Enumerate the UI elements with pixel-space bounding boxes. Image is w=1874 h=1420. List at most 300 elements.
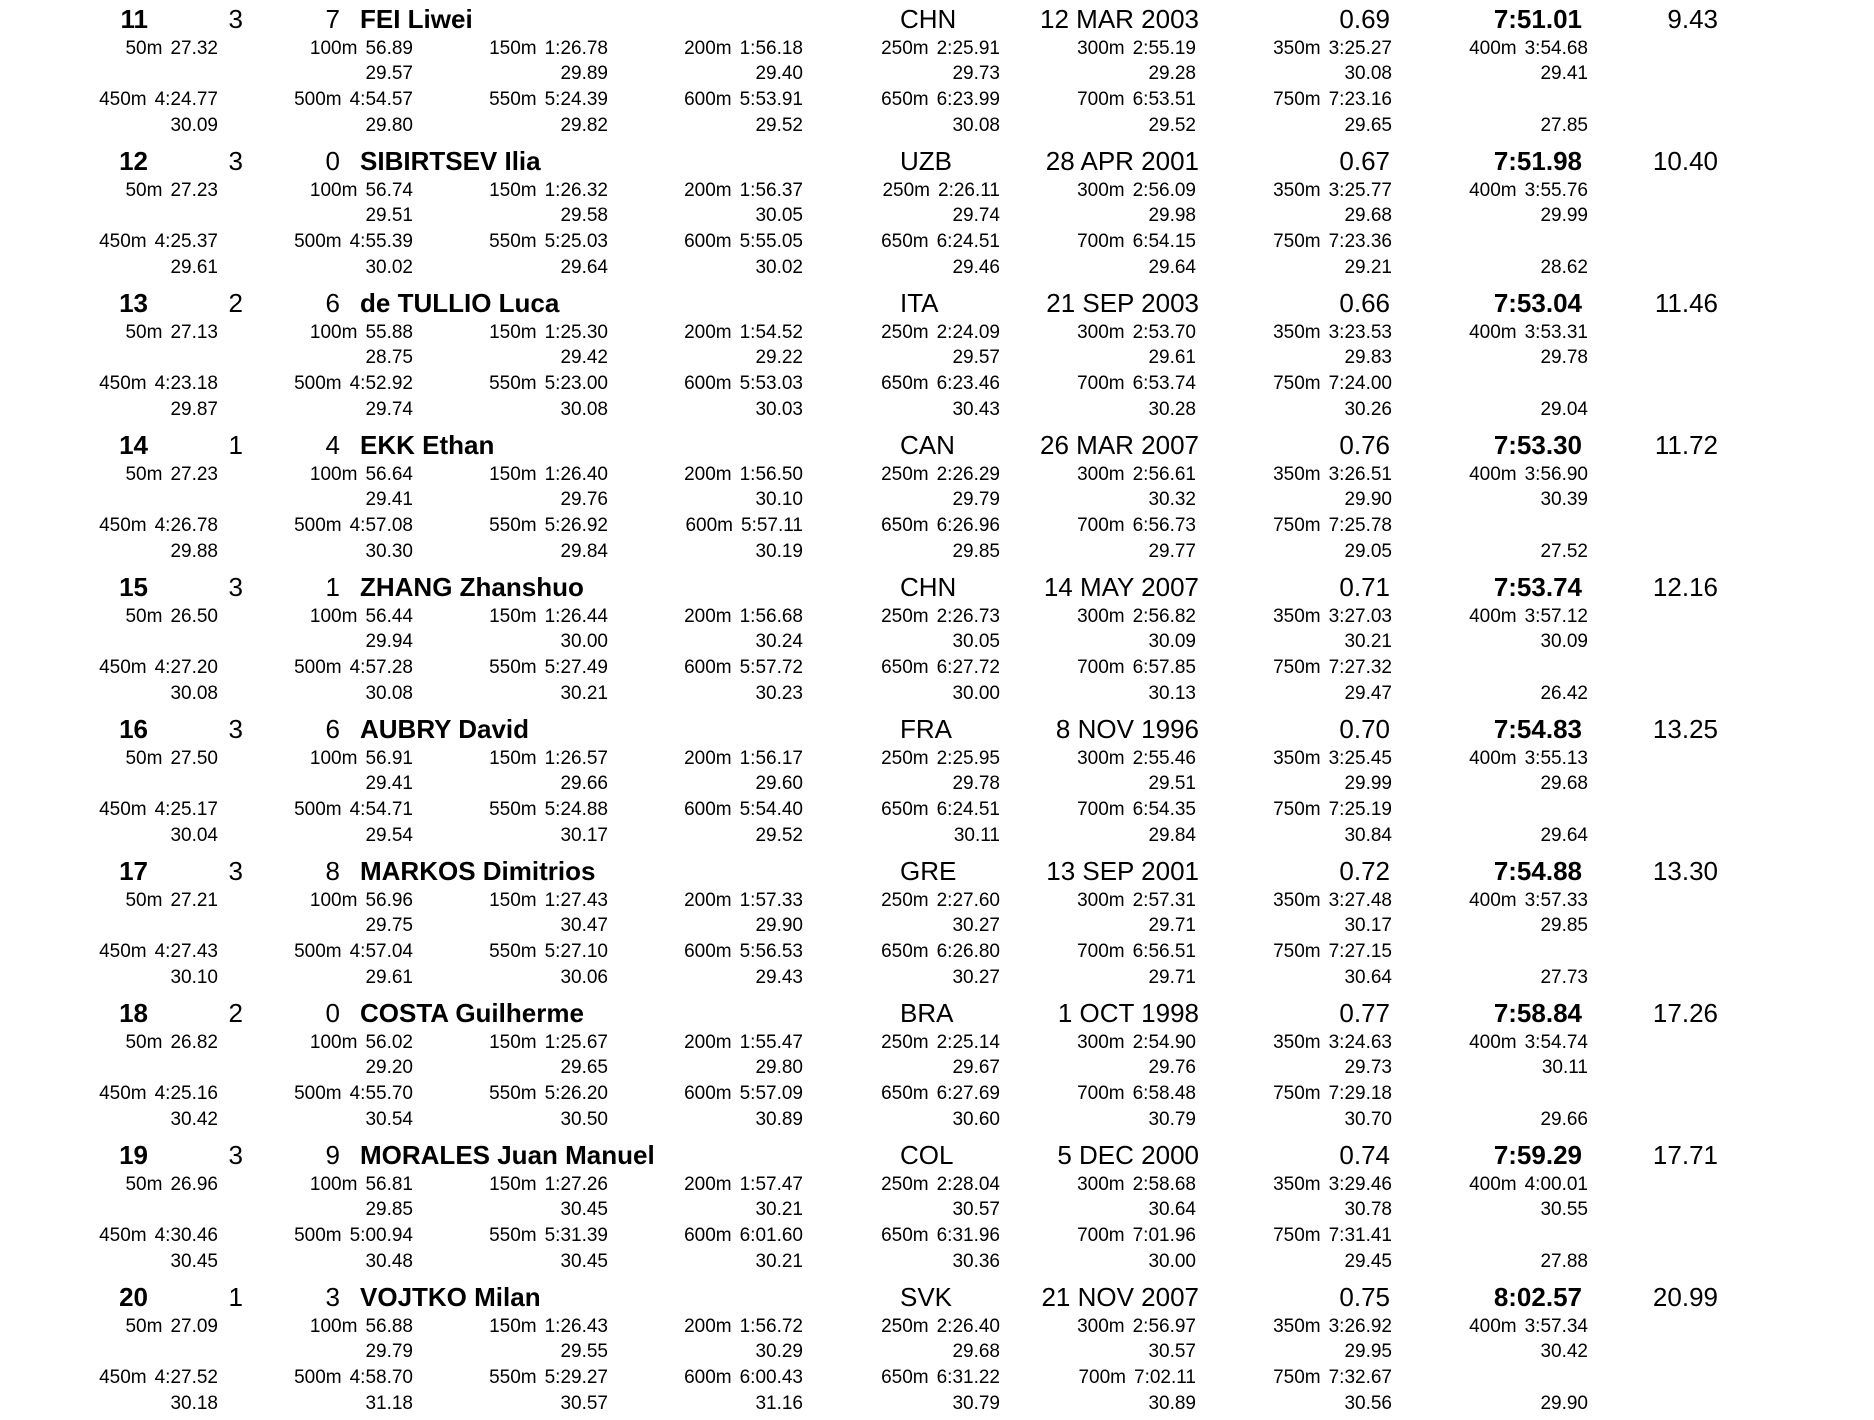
split-distance: 500m (294, 231, 342, 252)
split-time: 5:31.39 (544, 1225, 608, 1246)
split-time: 2:25.14 (936, 1032, 1000, 1053)
lap-time: 30.21 (1344, 631, 1392, 652)
split-time: 7:23.36 (1328, 231, 1392, 252)
cumulative-split (881, 1033, 1000, 1052)
split-time: 6:56.51 (1132, 941, 1196, 962)
lap-time: 29.54 (365, 825, 413, 846)
cumulative-split (881, 800, 1000, 819)
split-distance: 250m (881, 464, 929, 485)
cumulative-split (310, 607, 413, 626)
reaction-time: 0.77 (1339, 998, 1390, 1028)
lap-time: 29.61 (170, 257, 218, 278)
split-time: 2:58.68 (1132, 1174, 1196, 1195)
cumulative-split (881, 942, 1000, 961)
split-time: 6:53.51 (1132, 89, 1196, 110)
split-distance: 450m (99, 1083, 147, 1104)
lap-time: 30.11 (1541, 1057, 1588, 1078)
nationality-code: CHN (900, 4, 957, 34)
cumulative-split (881, 607, 1000, 626)
split-distance: 400m (1469, 748, 1517, 769)
split-time: 6:23.46 (936, 373, 1000, 394)
split-time: 1:56.17 (739, 748, 803, 769)
split-time: 2:28.04 (936, 1174, 1000, 1195)
split-distance: 350m (1273, 890, 1321, 911)
split-time: 1:54.52 (739, 322, 803, 343)
cumulative-split (1077, 374, 1196, 393)
lap-time: 30.84 (1344, 825, 1392, 846)
nationality-code: SVK (900, 1282, 953, 1312)
lap-time: 30.42 (1540, 1341, 1588, 1362)
cumulative-split (881, 1368, 1000, 1387)
lap-time: 29.66 (560, 773, 608, 794)
lap-time: 30.00 (952, 683, 1000, 704)
split-time: 4:57.08 (349, 515, 413, 536)
split-time: 5:53.03 (739, 373, 803, 394)
split-distance: 750m (1273, 231, 1321, 252)
lap-time: 29.61 (365, 967, 413, 988)
cumulative-split (1077, 232, 1196, 251)
split-time: 6:24.51 (936, 231, 1000, 252)
split-time: 3:26.92 (1328, 1316, 1392, 1337)
lap-time: 30.79 (952, 1393, 1000, 1414)
cumulative-split (99, 516, 218, 535)
split-time: 4:58.70 (349, 1367, 413, 1388)
split-distance: 650m (881, 515, 929, 536)
lap-time: 29.04 (1540, 399, 1588, 420)
split-distance: 200m (684, 1174, 732, 1195)
split-distance: 300m (1077, 748, 1125, 769)
lap-time: 29.85 (1540, 915, 1588, 936)
lane-number: 9 (325, 1140, 340, 1170)
lap-time: 27.52 (1540, 541, 1588, 562)
lap-time: 27.85 (1540, 115, 1588, 136)
split-distance: 600m (684, 1083, 732, 1104)
lap-time: 30.57 (952, 1199, 1000, 1220)
split-time: 6:27.69 (936, 1083, 1000, 1104)
split-time: 3:24.63 (1328, 1032, 1392, 1053)
lap-time: 29.98 (1148, 205, 1196, 226)
cumulative-split (1077, 323, 1196, 342)
split-time: 6:57.85 (1132, 657, 1196, 678)
split-time: 1:25.30 (544, 322, 608, 343)
lane-number: 8 (325, 856, 340, 886)
lap-time: 29.21 (1344, 257, 1392, 278)
split-time: 4:27.43 (154, 941, 218, 962)
split-time: 3:26.51 (1328, 464, 1392, 485)
cumulative-split (1273, 658, 1392, 677)
lap-time: 30.23 (755, 683, 803, 704)
cumulative-split (684, 465, 803, 484)
split-time: 3:57.12 (1524, 606, 1588, 627)
cumulative-split (881, 1084, 1000, 1103)
cumulative-split (1469, 39, 1588, 58)
lap-time: 29.58 (560, 205, 608, 226)
cumulative-split (310, 323, 413, 342)
cumulative-split (1469, 465, 1588, 484)
cumulative-split (684, 90, 803, 109)
athlete-name: FEI Liwei (360, 4, 473, 34)
split-time: 1:57.33 (739, 890, 803, 911)
split-time: 2:57.31 (1132, 890, 1196, 911)
split-time: 7:32.67 (1328, 1367, 1392, 1388)
split-distance: 50m (125, 1032, 163, 1053)
split-time: 2:56.97 (1132, 1316, 1196, 1337)
time-behind: 11.46 (1654, 288, 1718, 318)
cumulative-split (125, 181, 218, 200)
split-distance: 200m (684, 606, 732, 627)
split-distance: 400m (1469, 1316, 1517, 1337)
cumulative-split (1077, 749, 1196, 768)
cumulative-split (489, 39, 608, 58)
rank: 11 (120, 4, 148, 34)
lap-time: 30.11 (953, 825, 1000, 846)
cumulative-split (1077, 516, 1196, 535)
lap-time: 29.73 (1344, 1057, 1392, 1078)
split-time: 26.96 (170, 1174, 218, 1195)
lap-time: 29.22 (755, 347, 803, 368)
date-of-birth: 12 MAR 2003 (1040, 4, 1199, 34)
cumulative-split (1273, 1033, 1392, 1052)
athlete-name: AUBRY David (360, 714, 530, 744)
split-time: 3:56.90 (1524, 464, 1588, 485)
split-time: 1:26.44 (544, 606, 608, 627)
lap-time: 29.68 (952, 1341, 1000, 1362)
cumulative-split (489, 374, 608, 393)
split-time: 1:26.57 (544, 748, 608, 769)
cumulative-split (310, 181, 413, 200)
cumulative-split (1273, 323, 1392, 342)
split-distance: 650m (881, 1367, 929, 1388)
cumulative-split (1469, 181, 1588, 200)
split-distance: 600m (684, 231, 732, 252)
cumulative-split (1273, 1084, 1392, 1103)
athlete-entry (0, 1136, 1874, 1278)
split-distance: 700m (1077, 1083, 1125, 1104)
split-time: 5:24.88 (544, 799, 608, 820)
reaction-time: 0.76 (1339, 430, 1390, 460)
split-time: 56.64 (365, 464, 413, 485)
split-distance: 350m (1273, 322, 1321, 343)
cumulative-split (684, 749, 803, 768)
lap-time: 29.77 (1148, 541, 1196, 562)
lap-time: 29.52 (755, 825, 803, 846)
lap-time: 30.32 (1148, 489, 1196, 510)
cumulative-split (489, 607, 608, 626)
lane-number: 6 (325, 714, 340, 744)
lap-time: 29.82 (560, 115, 608, 136)
split-time: 4:00.01 (1524, 1174, 1588, 1195)
lap-time: 29.94 (365, 631, 413, 652)
split-distance: 450m (99, 373, 147, 394)
cumulative-split (1077, 1317, 1196, 1336)
cumulative-split (310, 1317, 413, 1336)
split-time: 3:25.77 (1328, 180, 1392, 201)
athlete-entry (0, 142, 1874, 284)
split-time: 5:27.10 (544, 941, 608, 962)
reaction-time: 0.70 (1339, 714, 1390, 744)
split-time: 5:24.39 (544, 89, 608, 110)
lap-time: 30.02 (365, 257, 413, 278)
split-distance: 450m (99, 1225, 147, 1246)
split-time: 5:26.92 (544, 515, 608, 536)
lap-time: 29.84 (1148, 825, 1196, 846)
split-distance: 450m (99, 941, 147, 962)
split-distance: 100m (309, 1316, 358, 1337)
split-time: 2:54.90 (1132, 1032, 1196, 1053)
cumulative-split (489, 232, 608, 251)
split-time: 3:25.45 (1328, 748, 1392, 769)
split-time: 6:58.48 (1132, 1083, 1196, 1104)
split-time: 2:53.70 (1132, 322, 1196, 343)
athlete-name: MARKOS Dimitrios (360, 856, 596, 886)
nationality-code: CAN (900, 430, 955, 460)
split-distance: 300m (1077, 464, 1125, 485)
final-time: 7:51.01 (1493, 4, 1582, 34)
split-distance: 200m (684, 180, 732, 201)
lap-time: 29.89 (560, 63, 608, 84)
split-distance: 700m (1077, 89, 1125, 110)
rank: 15 (119, 572, 148, 602)
cumulative-split (1273, 891, 1392, 910)
split-time: 5:55.05 (739, 231, 803, 252)
split-time: 6:54.35 (1132, 799, 1196, 820)
cumulative-split (1273, 465, 1392, 484)
split-distance: 250m (881, 38, 929, 59)
split-distance: 550m (489, 799, 537, 820)
cumulative-split (125, 323, 218, 342)
split-distance: 200m (684, 1316, 732, 1337)
split-time: 6:26.80 (936, 941, 1000, 962)
lap-time: 30.56 (1344, 1393, 1392, 1414)
lap-time: 30.70 (1344, 1109, 1392, 1130)
cumulative-split (489, 749, 608, 768)
reaction-time: 0.67 (1339, 146, 1390, 176)
lap-time: 30.19 (755, 541, 803, 562)
split-time: 6:01.60 (739, 1225, 803, 1246)
reaction-time: 0.71 (1339, 572, 1390, 602)
split-distance: 50m (125, 322, 163, 343)
split-time: 27.32 (170, 38, 218, 59)
cumulative-split (881, 749, 1000, 768)
cumulative-split (489, 323, 608, 342)
lap-time: 30.48 (365, 1251, 413, 1272)
reaction-time: 0.74 (1339, 1140, 1390, 1170)
lap-time: 29.74 (365, 399, 413, 420)
split-distance: 550m (489, 1083, 537, 1104)
cumulative-split (684, 1317, 803, 1336)
split-distance: 400m (1469, 322, 1517, 343)
split-distance: 650m (881, 941, 929, 962)
split-distance: 750m (1273, 1083, 1321, 1104)
cumulative-split (881, 323, 1000, 342)
cumulative-split (684, 374, 803, 393)
split-distance: 500m (294, 373, 342, 394)
cumulative-split (125, 39, 218, 58)
split-distance: 300m (1077, 38, 1125, 59)
split-distance: 200m (684, 748, 732, 769)
nationality-code: COL (900, 1140, 954, 1170)
cumulative-split (489, 1033, 608, 1052)
heat-number: 2 (228, 998, 243, 1028)
split-time: 4:25.17 (154, 799, 218, 820)
split-distance: 150m (489, 38, 537, 59)
lap-time: 30.09 (1148, 631, 1196, 652)
final-time: 7:54.83 (1493, 714, 1582, 744)
cumulative-split (1077, 1175, 1196, 1194)
time-behind: 13.25 (1652, 714, 1718, 744)
lap-time: 30.45 (560, 1199, 608, 1220)
split-distance: 200m (684, 322, 732, 343)
cumulative-split (684, 1368, 803, 1387)
lap-time: 30.06 (560, 967, 608, 988)
cumulative-split (1273, 749, 1392, 768)
split-distance: 100m (309, 1174, 358, 1195)
cumulative-split (1077, 800, 1196, 819)
split-time: 4:23.18 (154, 373, 218, 394)
heat-number: 3 (228, 4, 243, 34)
date-of-birth: 14 MAY 2007 (1043, 572, 1199, 602)
athlete-name: ZHANG Zhanshuo (360, 572, 584, 602)
split-distance: 550m (489, 231, 537, 252)
nationality-code: CHN (900, 572, 957, 602)
split-distance: 600m (684, 89, 732, 110)
cumulative-split (489, 1368, 608, 1387)
lap-time: 30.27 (952, 915, 1000, 936)
lane-number: 7 (325, 4, 340, 34)
split-distance: 750m (1273, 941, 1321, 962)
date-of-birth: 5 DEC 2000 (1057, 1140, 1199, 1170)
split-time: 26.50 (170, 606, 218, 627)
lap-time: 30.10 (755, 489, 803, 510)
split-distance: 450m (99, 89, 147, 110)
split-time: 1:26.43 (544, 1316, 608, 1337)
final-time: 7:59.29 (1493, 1140, 1582, 1170)
cumulative-split (99, 800, 218, 819)
split-time: 56.44 (365, 606, 413, 627)
split-time: 4:25.37 (154, 231, 218, 252)
lap-time: 30.02 (755, 257, 803, 278)
split-time: 1:56.50 (739, 464, 803, 485)
lap-time: 30.04 (170, 825, 218, 846)
heat-number: 1 (228, 1282, 243, 1312)
athlete-entry (0, 852, 1874, 994)
split-time: 27.23 (170, 464, 218, 485)
split-time: 27.21 (170, 890, 218, 911)
cumulative-split (881, 516, 1000, 535)
lap-time: 30.45 (170, 1251, 218, 1272)
lap-time: 29.45 (1344, 1251, 1392, 1272)
split-distance: 300m (1077, 1316, 1125, 1337)
lap-time: 26.42 (1540, 683, 1588, 704)
split-distance: 250m (882, 180, 931, 201)
split-time: 5:57.11 (741, 515, 803, 536)
split-time: 27.09 (170, 1316, 218, 1337)
lap-time: 29.85 (365, 1199, 413, 1220)
split-time: 26.82 (170, 1032, 218, 1053)
split-distance: 500m (294, 1367, 342, 1388)
cumulative-split (684, 232, 803, 251)
split-distance: 250m (881, 606, 929, 627)
lap-time: 30.03 (755, 399, 803, 420)
lap-time: 30.57 (560, 1393, 608, 1414)
split-time: 2:56.61 (1132, 464, 1196, 485)
cumulative-split (684, 942, 803, 961)
lap-time: 29.78 (1540, 347, 1588, 368)
cumulative-split (99, 658, 218, 677)
split-time: 7:27.15 (1328, 941, 1392, 962)
athlete-entry (0, 710, 1874, 852)
split-distance: 350m (1273, 180, 1321, 201)
split-distance: 150m (489, 180, 537, 201)
split-time: 1:27.26 (544, 1174, 608, 1195)
split-distance: 350m (1273, 38, 1321, 59)
cumulative-split (125, 749, 218, 768)
lap-time: 29.68 (1540, 773, 1588, 794)
lap-time: 29.68 (1344, 205, 1392, 226)
cumulative-split (294, 1084, 413, 1103)
cumulative-split (684, 1226, 803, 1245)
lap-time: 30.08 (952, 115, 1000, 136)
rank: 16 (119, 714, 148, 744)
split-time: 1:26.32 (544, 180, 608, 201)
split-distance: 350m (1273, 606, 1321, 627)
cumulative-split (881, 891, 1000, 910)
split-time: 4:57.28 (349, 657, 413, 678)
split-time: 7:29.18 (1328, 1083, 1392, 1104)
split-distance: 450m (99, 657, 147, 678)
date-of-birth: 21 NOV 2007 (1041, 1282, 1199, 1312)
cumulative-split (684, 1175, 803, 1194)
heat-number: 3 (228, 572, 243, 602)
cumulative-split (489, 181, 608, 200)
cumulative-split (294, 800, 413, 819)
lap-time: 30.54 (365, 1109, 413, 1130)
lap-time: 30.05 (952, 631, 1000, 652)
cumulative-split (881, 374, 1000, 393)
final-time: 7:54.88 (1493, 856, 1582, 886)
heat-number: 3 (228, 714, 243, 744)
split-distance: 650m (881, 231, 929, 252)
split-time: 3:55.76 (1524, 180, 1588, 201)
lap-time: 28.62 (1540, 257, 1588, 278)
lap-time: 30.30 (365, 541, 413, 562)
cumulative-split (99, 232, 218, 251)
heat-number: 2 (228, 288, 243, 318)
cumulative-split (1077, 1084, 1196, 1103)
split-time: 4:55.39 (349, 231, 413, 252)
lap-time: 30.08 (365, 683, 413, 704)
nationality-code: FRA (900, 714, 952, 744)
rank: 20 (119, 1282, 148, 1312)
split-distance: 600m (684, 799, 732, 820)
split-time: 7:27.32 (1328, 657, 1392, 678)
cumulative-split (1077, 90, 1196, 109)
lap-time: 30.28 (1148, 399, 1196, 420)
lap-time: 28.75 (365, 347, 413, 368)
split-time: 56.81 (365, 1174, 413, 1195)
split-time: 4:55.70 (349, 1083, 413, 1104)
lane-number: 4 (325, 430, 340, 460)
cumulative-split (1469, 1175, 1588, 1194)
lap-time: 30.57 (1148, 1341, 1196, 1362)
cumulative-split (685, 516, 803, 535)
split-distance: 100m (309, 180, 358, 201)
cumulative-split (1469, 1033, 1588, 1052)
cumulative-split (1273, 374, 1392, 393)
cumulative-split (489, 800, 608, 819)
split-distance: 500m (294, 89, 342, 110)
cumulative-split (1273, 1226, 1392, 1245)
